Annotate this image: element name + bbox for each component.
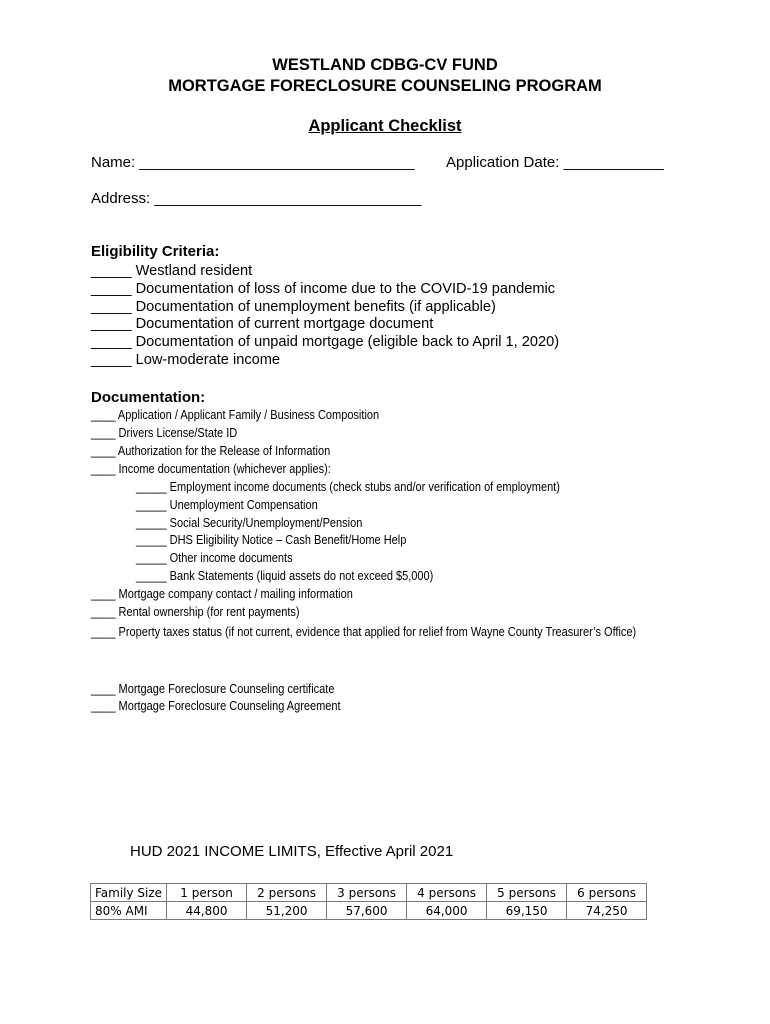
table-cell: 44,800 xyxy=(167,902,247,920)
table-cell: 64,000 xyxy=(407,902,487,920)
documentation-item: ____ Mortgage company contact / mailing information xyxy=(91,586,353,601)
eligibility-item: _____ Documentation of loss of income due to the COVID-19 pandemic xyxy=(91,280,556,297)
documentation-item: ____ Mortgage Foreclosure Counseling certificate xyxy=(91,681,335,696)
table-header-cell: 4 persons xyxy=(407,884,487,902)
table-header-row xyxy=(91,884,647,902)
table-cell: 69,150 xyxy=(487,902,567,920)
documentation-item: ____ Property taxes status (if not current, evidence that applied for relief from Wayne County Treasurer’s Office) xyxy=(91,624,637,639)
application-date-field: Application Date: ____________ xyxy=(446,154,664,171)
income-limits-table xyxy=(90,883,647,920)
table-header-cell: Family Size xyxy=(91,884,167,902)
income-subitem: _____ Employment income documents (check stubs and/or verification of employment) xyxy=(136,479,560,494)
eligibility-item: _____ Documentation of unemployment benefits (if applicable) xyxy=(91,298,496,315)
table-header-cell: 6 persons xyxy=(567,884,647,902)
income-subitem: _____ DHS Eligibility Notice – Cash Benefit/Home Help xyxy=(136,532,407,547)
eligibility-item: _____ Documentation of unpaid mortgage (eligible back to April 1, 2020) xyxy=(91,334,560,351)
table-cell: 74,250 xyxy=(567,902,647,920)
address-field: Address: ________________________________ xyxy=(91,190,422,207)
eligibility-item: _____ Westland resident xyxy=(91,263,253,279)
program-title-line2: MORTGAGE FORECLOSURE COUNSELING PROGRAM xyxy=(168,77,602,95)
table-header-cell: 2 persons xyxy=(247,884,327,902)
checklist-title: Applicant Checklist xyxy=(308,117,462,135)
documentation-item: ____ Drivers License/State ID xyxy=(91,425,238,440)
documentation-item: ____ Authorization for the Release of Information xyxy=(91,443,331,458)
eligibility-item: _____ Documentation of current mortgage document xyxy=(91,316,434,333)
documentation-item: ____ Application / Applicant Family / Business Composition xyxy=(91,407,380,422)
eligibility-item: _____ Low-moderate income xyxy=(91,351,281,368)
eligibility-list xyxy=(91,263,559,370)
documentation-item: ____ Mortgage Foreclosure Counseling Agreement xyxy=(91,698,341,713)
income-subitem: _____ Unemployment Compensation xyxy=(136,497,318,512)
income-subitem: _____ Bank Statements (liquid assets do not exceed $5,000) xyxy=(136,568,434,583)
documentation-item: ____ Rental ownership (for rent payments) xyxy=(91,604,300,619)
table-header-cell: 1 person xyxy=(167,884,247,902)
program-title-line1: WESTLAND CDBG-CV FUND xyxy=(272,56,498,74)
documentation-heading: Documentation: xyxy=(91,389,206,406)
name-field: Name: _________________________________ xyxy=(91,154,415,171)
income-subitem: _____ Other income documents xyxy=(136,550,293,565)
table-header-cell: 5 persons xyxy=(487,884,567,902)
table-cell: 51,200 xyxy=(247,902,327,920)
eligibility-heading: Eligibility Criteria: xyxy=(91,243,220,260)
table-row xyxy=(91,902,647,920)
table-header-cell: 3 persons xyxy=(327,884,407,902)
income-subitem: _____ Social Security/Unemployment/Pension xyxy=(136,515,363,530)
documentation-item: ____ Income documentation (whichever applies): xyxy=(91,461,331,476)
table-cell: 57,600 xyxy=(327,902,407,920)
hud-income-limits-title: HUD 2021 INCOME LIMITS, Effective April 2021 xyxy=(130,843,454,860)
table-cell: 80% AMI xyxy=(91,902,167,920)
